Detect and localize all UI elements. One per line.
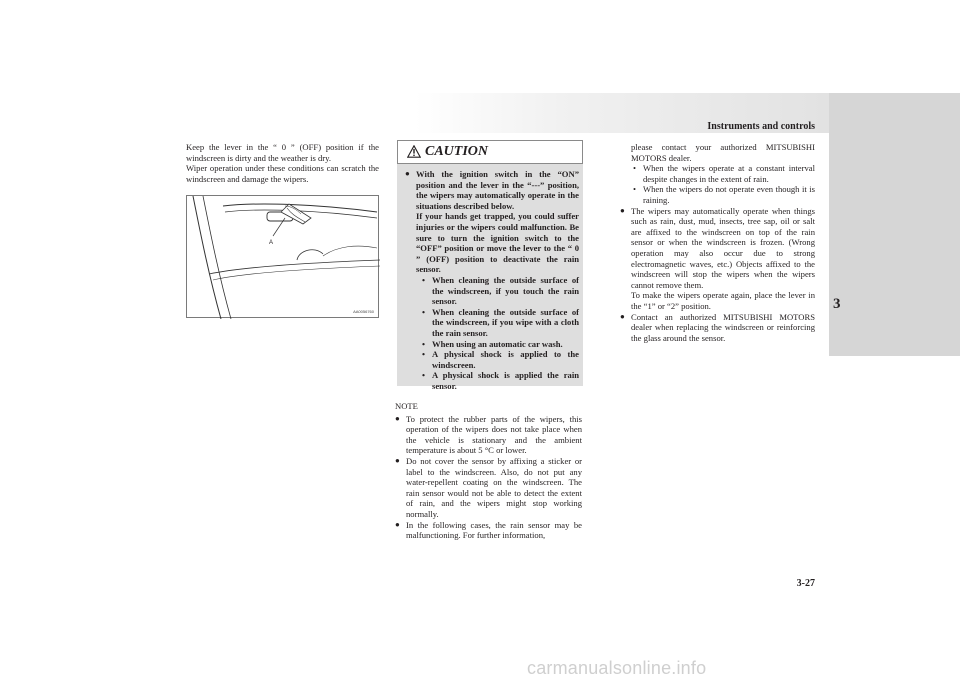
caution-body [405,169,579,391]
bullet-icon: ● [405,169,410,178]
watermark: carmanualsonline.info [527,658,707,678]
caution-item-extra: If your hands get trapped, you could suffer injuries or the wipers could malfunction. Be sure to turn the ignition switch to the “OFF” position or move the lever to the “ 0 ” (OFF) position to deactivate the rain sensor. [416,211,579,275]
caution-subitem-text: When cleaning the outside surface of the windscreen, if you touch the rain sensor. [432,274,579,307]
malfunction-case-text: When the wipers do not operate even though it is raining. [643,184,815,205]
left-column [186,142,379,184]
note-item-text: To protect the rubber parts of the wipers, this operation of the wipers does not take place when the vehicle is stationary and the ambient temperature is about 5 °C or lower. [406,413,582,456]
windscreen-figure [186,195,379,318]
malfunction-case: • When the wipers operate at a constant interval despite changes in the extent of rain. [633,163,815,184]
bullet-icon: ● [395,455,400,465]
bullet-icon: ● [620,205,625,215]
bullet-icon: ● [395,413,400,423]
caution-subitem-text: A physical shock is applied to the windscreen. [432,349,579,370]
caution-subitem-text: When using an automatic car wash. [432,338,563,349]
bullet-icon: ● [620,311,625,321]
warning-triangle-icon [407,145,421,158]
page-number: 3-27 [796,578,815,589]
figure-callout-a: A [269,240,274,246]
note-item-text: Do not cover the sensor by affixing a sticker or label to the windscreen. Also, do not put any water-repellent coating on the windscreen. The rain sensor would not be able to detect the extent of rain, and the wipers might stop working normally. [406,455,582,519]
caution-subitem: • A physical shock is applied to the windscreen. [422,349,579,370]
caution-subitem: • When using an automatic car wash. [422,338,563,349]
note-item [620,312,815,344]
note-item [395,456,582,520]
caution-box [397,140,583,391]
continuation-text: please contact your authorized MITSUBISHI MOTORS dealer. [631,142,815,163]
note-item-text: In the following cases, the rain sensor may be malfunctioning. For further information, [406,519,582,541]
caution-subitem: • When cleaning the outside surface of the windscreen, if you touch the rain sensor. [422,274,579,307]
note-item [395,414,582,456]
note-item-text: The wipers may automatically operate when things such as rain, dust, mud, insects, tree sap, oil or salt are affixed to the windscreen on top of the rain sensor or when the windscreen is frozen. (Wrong operation may also occur due to strong electromagnetic waves, etc.) Objects affixed to the windscreen will stop the wipers when the wipers cannot remove them. [631,205,815,290]
section-title: Instruments and controls [707,121,815,132]
caution-item [405,169,579,391]
caution-subitem-text: When cleaning the outside surface of the windscreen, if you wipe with a cloth the rain sensor. [432,306,579,338]
right-column [620,142,815,343]
note-section [395,401,582,541]
figure-code: AA0056760 [353,309,374,314]
caution-title: CAUTION [425,144,489,159]
chapter-number: 3 [833,296,841,312]
note-item [395,520,582,541]
note-label: NOTE [395,401,418,411]
note-item-text: Contact an authorized MITSUBISHI MOTORS dealer when replacing the windscreen or reinforcing the glass around the sensor. [631,311,815,343]
caution-item-text: With the ignition switch in the “ON” position and the lever in the “---” position, the wipers may automatically operate in the situations described below. [416,169,579,211]
caution-subitem-text: A physical shock is applied the rain sensor. [432,370,579,391]
malfunction-case-text: When the wipers operate at a constant interval despite changes in the extent of rain. [643,163,815,184]
chapter-tab [829,93,960,356]
windscreen-illustration [187,196,380,319]
caution-subitem: • When cleaning the outside surface of the windscreen, if you wipe with a cloth the rain sensor. [422,306,579,338]
bullet-icon: ● [395,519,400,529]
note-item-extra: To make the wipers operate again, place the lever in the “1” or “2” position. [631,290,815,311]
note-item [620,206,815,312]
caution-header [397,140,583,164]
caution-subitem: • A physical shock is applied the rain sensor. [422,370,579,391]
scratch-warning: Wiper operation under these conditions can scratch the windscreen and damage the wipers. [186,163,379,184]
malfunction-case: • When the wipers do not operate even though it is raining. [633,184,815,205]
lever-instruction: Keep the lever in the “ 0 ” (OFF) position if the windscreen is dirty and the weather is dry. [186,142,379,163]
